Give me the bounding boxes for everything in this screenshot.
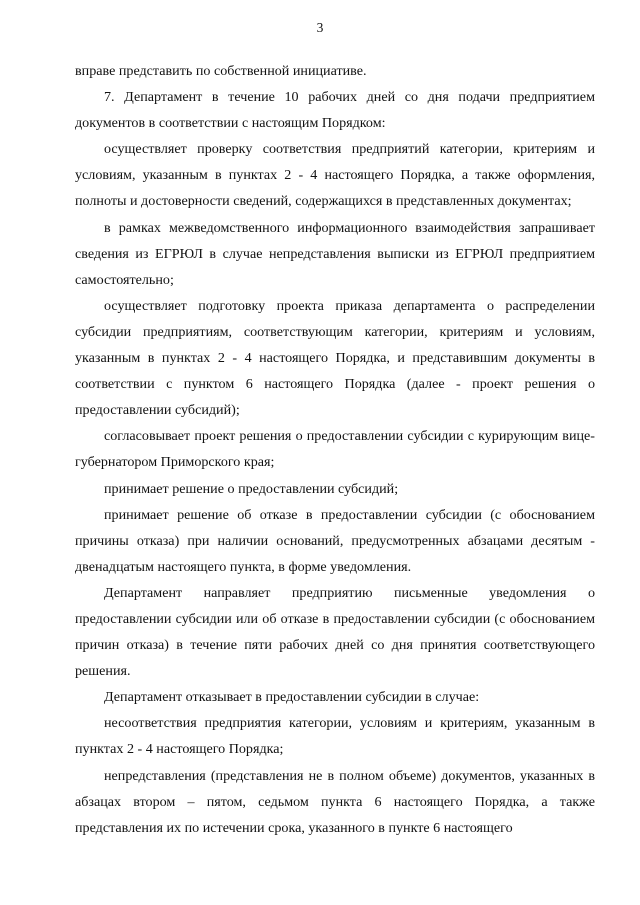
paragraph: вправе представить по собственной инициативе.: [75, 63, 367, 79]
paragraph: осуществляет проверку соответствия предприятий категории, критериям и условиям, указанным в пунктах 2 - 4 настоящего Порядка, а также оформления, полноты и достоверности сведений, содержащихся в представленных документах;: [75, 141, 595, 210]
paragraph: в рамках межведомственного информационного взаимодействия запрашивает сведения из ЕГРЮЛ в случае непредставления выписки из ЕГРЮЛ предприятием самостоятельно;: [75, 219, 595, 288]
paragraph: Департамент направляет предприятию письменные уведомления о предоставлении субсидии или об отказе в предоставлении субсидии (с обоснованием причин отказа) в течение пяти рабочих дней со дня принятия соответствующего решения.: [75, 584, 595, 680]
paragraph: принимает решение о предоставлении субсидий;: [104, 480, 399, 497]
paragraph: согласовывает проект решения о предоставлении субсидии с курирующим вице-губернатором Приморского края;: [75, 428, 595, 471]
paragraph: осуществляет подготовку проекта приказа департамента о распределении субсидии предприятиям, соответствующим категории, критериям и условиям, указанным в пунктах 2 - 4 настоящего Порядка, и представившим документы в соответствии с пунктом 6 настоящего Порядка (далее - проект решения о предоставлении субсидий);: [75, 297, 595, 419]
page-number: 3: [316, 20, 324, 35]
paragraph: непредставления (представления не в полном объеме) документов, указанных в абзацах втором – пятом, седьмом пункта 6 настоящего Порядка, а также представления их по истечении срока, указанного в пункте 6 настоящего: [75, 767, 595, 836]
paragraph: Департамент отказывает в предоставлении субсидии в случае:: [104, 689, 480, 706]
paragraph: принимает решение об отказе в предоставлении субсидии (с обоснованием причины отказа) при наличии оснований, предусмотренных абзацами десятым - двенадцатым настоящего пункта, в форме уведомления.: [75, 506, 595, 575]
paragraph: несоответствия предприятия категории, условиям и критериям, указанным в пунктах 2 - 4 настоящего Порядка;: [75, 715, 595, 758]
document-body: [75, 58, 595, 841]
paragraph: 7. Департамент в течение 10 рабочих дней со дня подачи предприятием документов в соответствии с настоящим Порядком:: [75, 89, 595, 132]
